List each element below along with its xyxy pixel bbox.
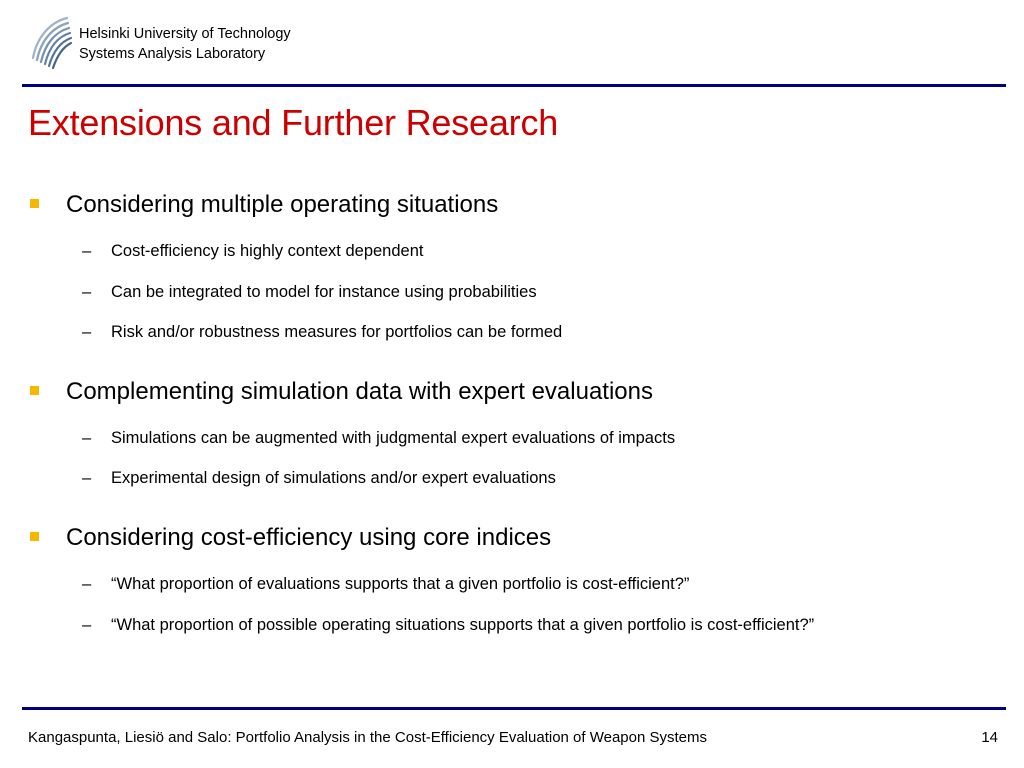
bullet-heading: Considering cost-efficiency using core indices [66, 524, 552, 551]
page-number: 14 [981, 729, 998, 746]
dash-marker: – [82, 283, 92, 301]
footer-divider [22, 707, 1006, 710]
sub-bullet: Can be integrated to model for instance using probabilities [111, 283, 537, 301]
footer-citation: Kangaspunta, Liesiö and Salo: Portfolio Analysis in the Cost-Efficiency Evaluation of Weapon Systems [28, 729, 707, 746]
sub-bullet: Experimental design of simulations and/or expert evaluations [111, 469, 556, 487]
sub-bullet: “What proportion of possible operating situations supports that a given portfolio is cost-efficient?” [111, 616, 815, 634]
sub-bullet: Simulations can be augmented with judgmental expert evaluations of impacts [111, 429, 676, 447]
slide-title: Extensions and Further Research [28, 102, 559, 143]
bullet-heading: Considering multiple operating situations [66, 191, 499, 218]
sub-bullet: Cost-efficiency is highly context dependent [111, 242, 424, 260]
bullet-heading: Complementing simulation data with expert evaluations [66, 378, 653, 405]
dash-marker: – [82, 469, 92, 487]
organization-line-1: Helsinki University of Technology [79, 26, 291, 42]
bullet-marker-icon [30, 386, 39, 395]
bullet-marker-icon [30, 532, 39, 541]
dash-marker: – [82, 323, 92, 341]
dash-marker: – [82, 575, 92, 593]
dash-marker: – [82, 429, 92, 447]
bullet-marker-icon [30, 199, 39, 208]
dash-marker: – [82, 242, 92, 260]
organization-line-2: Systems Analysis Laboratory [79, 46, 266, 62]
sub-bullet: Risk and/or robustness measures for portfolios can be formed [111, 323, 563, 341]
dash-marker: – [82, 616, 92, 634]
sub-bullet: “What proportion of evaluations supports that a given portfolio is cost-efficient?” [111, 575, 690, 593]
